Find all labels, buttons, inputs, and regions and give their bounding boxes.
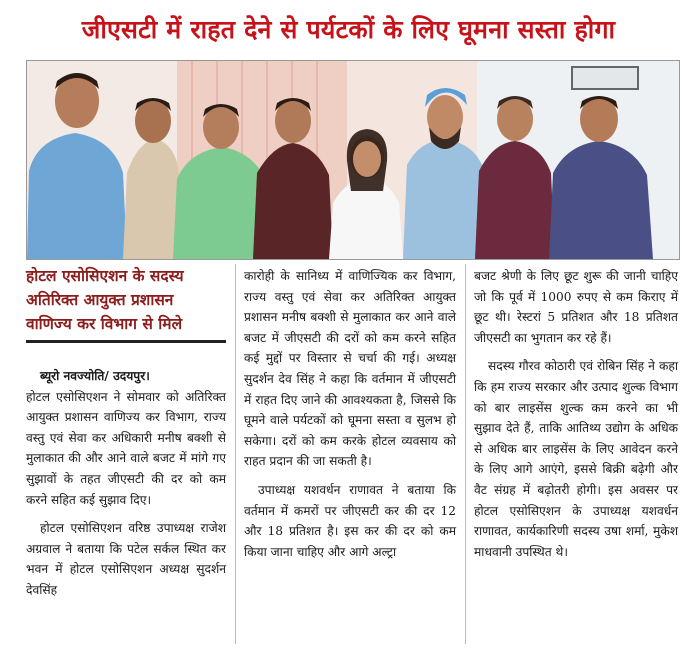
article-column-1 (26, 366, 226, 601)
group-photo (26, 60, 680, 260)
article-column-2 (244, 266, 456, 562)
article-paragraph: बजट श्रेणी के लिए छूट शुरू की जानी चाहिए जो कि पूर्व में 1000 रुपए से कम किराए में छूट थी। रेस्टरां 5 प्रतिशत और 18 प्रतिशत जीएसटी का भुगतान कर रहे हैं। (474, 269, 678, 345)
subheadline-line: होटल एसोसिएशन के सदस्य (26, 267, 184, 285)
article-column-3 (474, 266, 678, 562)
subheadline-line: वाणिज्य कर विभाग से मिले (26, 315, 183, 333)
article-paragraph: होटल एसोसिएशन वरिष्ठ उपाध्यक्ष राजेश अग्रवाल ने बताया कि पटेल सर्कल स्थित कर भवन में होटल एसोसिएशन अध्यक्ष सुदर्शन देवसिंह (26, 521, 226, 597)
headline: जीएसटी में राहत देने से पर्यटकों के लिए घूमना सस्ता होगा (81, 15, 616, 44)
article-paragraph: सदस्य गौरव कोठारी एवं रोबिन सिंह ने कहा कि हम राज्य सरकार और उत्पाद शुल्क विभाग को बार लाइसेंस शुल्क कम करने का भी सुझाव देते हैं, ताकि आतिथ्य उद्योग के अधिक से अधिक बार लाइसेंस के लिए आवेदन करने के लिए आगे आएंगे, इससे बिक्री बढ़ेगी और वैट संग्रह में बढ़ोतरी होगी। इस अवसर पर होटल एसोसिएशन के उपाध्यक्ष यशवर्धन राणावत, कार्यकारिणी सदस्य उषा शर्मा, मुकेश माधवानी उपस्थित थे। (474, 359, 678, 559)
article-paragraph: कारोही के सानिध्य में वाणिज्यिक कर विभाग, राज्य वस्तु एवं सेवा कर अतिरिक्त आयुक्त प्रशासन मनीष बक्शी से मुलाकात कर आने वाले बजट में जीएसटी की दरों को कम करने सहित कई मुद्दों पर विस्तार से चर्चा की गई। अध्यक्ष सुदर्शन देव सिंह ने कहा कि वर्तमान में जीएसटी में राहत दिए जाने की आवश्यकता है, जिससे कि घूमने वाले पर्यटकों को घूमना सस्ता व सुलभ हो सकेगा। दरों को कम करके होटल व्यवसाय को राहत प्रदान की जा सकती है। (244, 269, 456, 469)
article-paragraph: उपाध्यक्ष यशवर्धन राणावत ने बताया कि वर्तमान में कमरों पर जीएसटी कर की दर 12 और 18 प्रतिशत है। इस कर की दर को कम किया जाना चाहिए और आगे अल्ट्रा (244, 482, 456, 559)
column-divider (465, 264, 466, 644)
column-divider (235, 264, 236, 644)
subheadline-line: अतिरिक्त आयुक्त प्रशासन (26, 291, 174, 309)
subheadline-rule (26, 340, 226, 343)
byline: ब्यूरो नवज्योति/ उदयपुर। (40, 369, 150, 383)
subheadline (26, 264, 226, 336)
group-photo-illustration (27, 61, 679, 259)
article-paragraph: होटल एसोसिएशन ने सोमवार को अतिरिक्त आयुक्त प्रशासन वाणिज्य कर विभाग, राज्य वस्तु एवं सेवा कर अधिकारी मनीष बक्शी से मुलाकात की और आने वाले बजट में मांगे गए सुझावों के तहत जीएसटी की दर को कम करने सहित कई सुझाव दिए। (26, 389, 226, 507)
